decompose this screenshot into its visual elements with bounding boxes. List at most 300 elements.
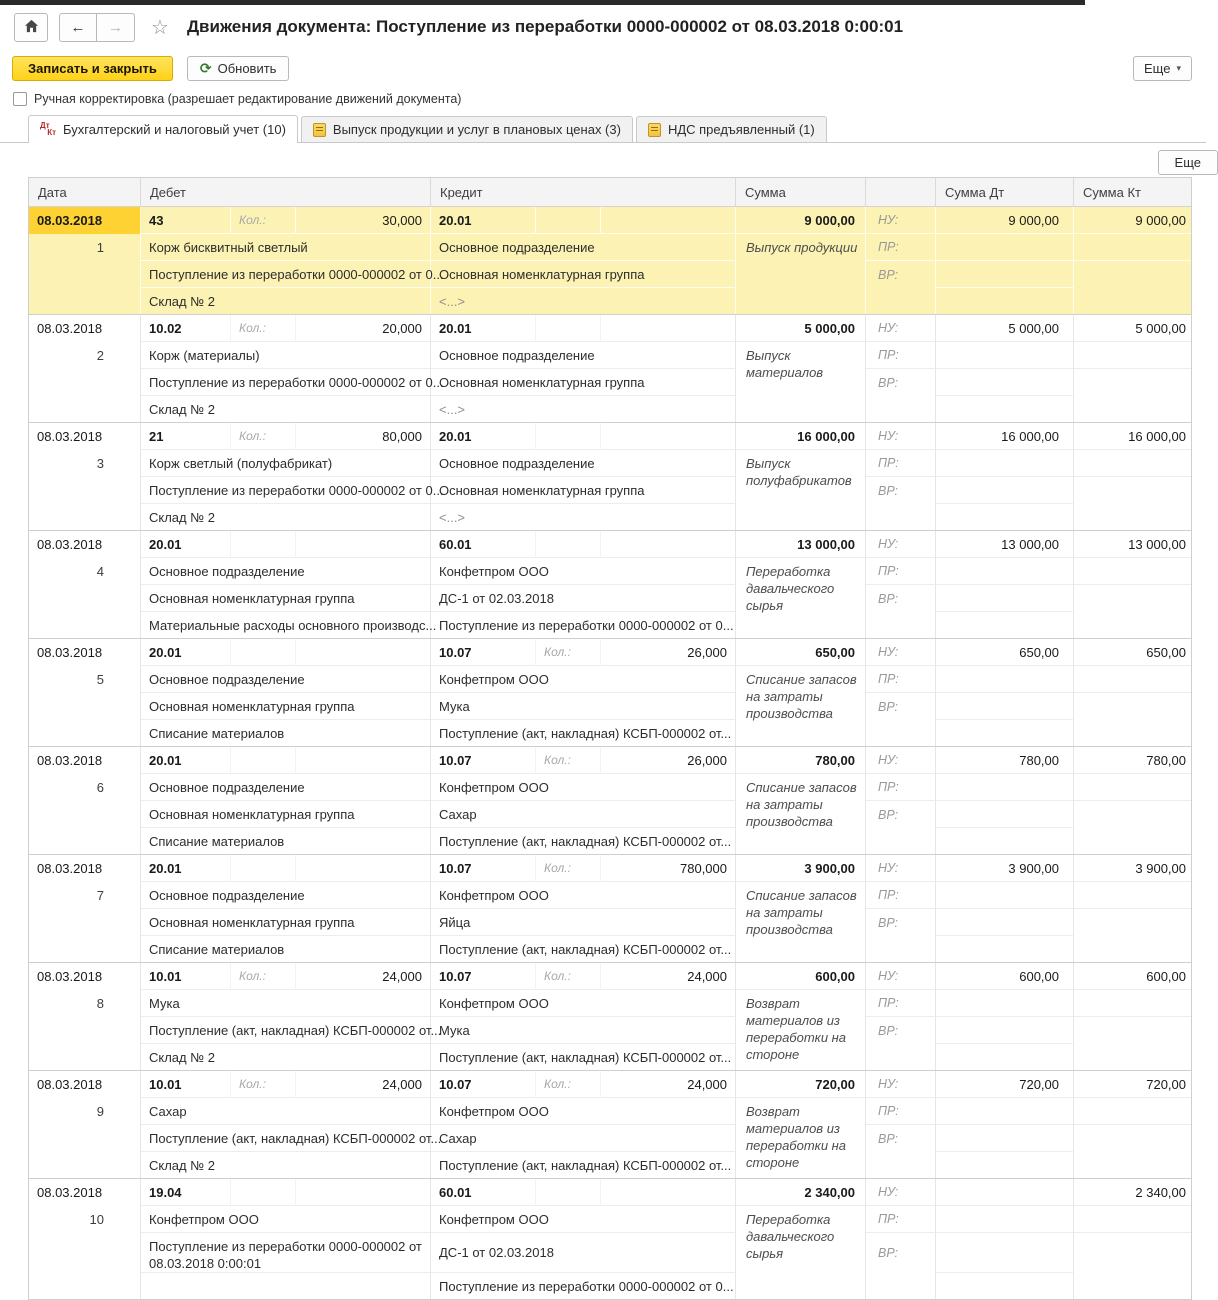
dt-kt-icon: Дт Кт	[40, 121, 56, 137]
sum-dt-value[interactable]: 780,00	[936, 747, 1074, 774]
vr-label[interactable]: ВР:	[866, 477, 936, 504]
forward-button[interactable]	[97, 13, 135, 42]
debit-account[interactable]: 20.01	[141, 747, 231, 774]
vr-label[interactable]: ВР:	[866, 1125, 936, 1152]
home-icon	[24, 19, 39, 36]
debit-qty[interactable]	[296, 639, 431, 666]
nu-label[interactable]: НУ:	[866, 423, 936, 450]
pr-label[interactable]: ПР:	[866, 774, 936, 801]
credit-subconto[interactable]: <...>	[431, 504, 736, 530]
credit-subconto[interactable]: Мука	[431, 693, 736, 720]
empty-cell	[866, 936, 936, 962]
credit-subconto[interactable]: <...>	[431, 396, 736, 422]
table-body	[29, 207, 1191, 1300]
empty-cell	[29, 369, 141, 396]
save-close-button[interactable]: Записать и закрыть	[12, 56, 173, 81]
credit-account[interactable]: 60.01	[431, 1179, 536, 1206]
credit-qty-label[interactable]: Кол.:	[536, 963, 601, 990]
row-number[interactable]: 7	[29, 882, 141, 909]
operation-description: Выпуск материалов	[736, 342, 866, 422]
sum-kt-value[interactable]: 780,00	[1074, 747, 1191, 774]
debit-subconto[interactable]: Основная номенклатурная группа	[141, 801, 431, 828]
row-date[interactable]: 08.03.2018	[29, 963, 141, 990]
debit-qty-label[interactable]	[231, 639, 296, 666]
debit-subconto[interactable]: Списание материалов	[141, 720, 431, 746]
debit-subconto[interactable]: Основное подразделение	[141, 558, 431, 585]
sum-dt-value[interactable]: 720,00	[936, 1071, 1074, 1098]
empty-cell	[29, 1017, 141, 1044]
sum-kt-value[interactable]: 5 000,00	[1074, 315, 1191, 342]
debit-account[interactable]: 21	[141, 423, 231, 450]
tab-label: НДС предъявленный (1)	[667, 122, 815, 137]
table-row[interactable]	[29, 1179, 1191, 1300]
back-button[interactable]	[59, 13, 97, 42]
credit-subconto[interactable]: <...>	[431, 288, 736, 314]
row-date[interactable]: 08.03.2018	[29, 639, 141, 666]
debit-subconto[interactable]: Поступление (акт, накладная) КСБП-000002 от...	[141, 1017, 431, 1044]
document-icon	[313, 123, 326, 137]
credit-subconto[interactable]: Поступление из переработки 0000-000002 от 0...	[431, 1273, 736, 1299]
operation-description: Переработка давальческого сырья	[736, 558, 866, 638]
empty-cell	[1074, 1017, 1191, 1044]
debit-qty[interactable]: 20,000	[296, 315, 431, 342]
empty-cell	[936, 369, 1074, 396]
nu-label[interactable]: НУ:	[866, 639, 936, 666]
debit-subconto[interactable]: Поступление из переработки 0000-000002 от 0...	[141, 369, 431, 396]
row-number[interactable]: 3	[29, 450, 141, 477]
more-label: Еще	[1144, 60, 1171, 76]
sum-value[interactable]: 780,00	[736, 747, 866, 774]
manual-adjustment-checkbox[interactable]	[13, 92, 27, 106]
debit-subconto[interactable]: Склад № 2	[141, 1152, 431, 1178]
debit-account[interactable]: 10.01	[141, 963, 231, 990]
row-date[interactable]: 08.03.2018	[29, 315, 141, 342]
table-more-label: Еще	[1174, 155, 1201, 170]
credit-subconto[interactable]: Основное подразделение	[431, 342, 736, 369]
vr-label[interactable]: ВР:	[866, 801, 936, 828]
debit-subconto[interactable]: Поступление из переработки 0000-000002 от 0...	[141, 261, 431, 288]
row-number[interactable]: 6	[29, 774, 141, 801]
credit-qty[interactable]: 26,000	[601, 747, 736, 774]
credit-qty[interactable]	[601, 1179, 736, 1206]
credit-qty-label[interactable]: Кол.:	[536, 855, 601, 882]
credit-qty-label[interactable]	[536, 207, 601, 234]
credit-account[interactable]: 10.07	[431, 747, 536, 774]
empty-cell	[29, 261, 141, 288]
nu-label[interactable]: НУ:	[866, 747, 936, 774]
vr-label[interactable]: ВР:	[866, 585, 936, 612]
empty-cell	[936, 1125, 1074, 1152]
debit-subconto[interactable]: Поступление из переработки 0000-000002 от 08.03.2018 0:00:01	[141, 1233, 431, 1273]
row-date[interactable]: 08.03.2018	[29, 207, 141, 234]
pr-label[interactable]: ПР:	[866, 990, 936, 1017]
debit-subconto[interactable]: Конфетпром ООО	[141, 1206, 431, 1233]
empty-cell	[936, 558, 1074, 585]
pr-label[interactable]: ПР:	[866, 450, 936, 477]
empty-cell	[29, 396, 141, 422]
col-header-date[interactable]: Дата	[29, 178, 141, 206]
credit-account[interactable]: 20.01	[431, 423, 536, 450]
sum-value[interactable]: 5 000,00	[736, 315, 866, 342]
debit-qty[interactable]: 24,000	[296, 963, 431, 990]
empty-cell	[1074, 342, 1191, 369]
empty-cell	[1074, 1206, 1191, 1233]
sum-kt-value[interactable]: 13 000,00	[1074, 531, 1191, 558]
empty-cell	[1074, 450, 1191, 477]
sum-kt-value[interactable]: 650,00	[1074, 639, 1191, 666]
sum-value[interactable]: 13 000,00	[736, 531, 866, 558]
debit-qty[interactable]: 80,000	[296, 423, 431, 450]
debit-qty-label[interactable]	[231, 855, 296, 882]
debit-qty[interactable]	[296, 531, 431, 558]
pr-label[interactable]: ПР:	[866, 666, 936, 693]
debit-qty-label[interactable]	[231, 747, 296, 774]
credit-subconto[interactable]: Сахар	[431, 801, 736, 828]
vr-label[interactable]: ВР:	[866, 369, 936, 396]
credit-subconto[interactable]: Конфетпром ООО	[431, 1206, 736, 1233]
empty-cell	[1074, 369, 1191, 396]
sum-kt-value[interactable]: 3 900,00	[1074, 855, 1191, 882]
credit-account[interactable]: 10.07	[431, 639, 536, 666]
empty-cell	[936, 585, 1074, 612]
credit-subconto[interactable]: Основная номенклатурная группа	[431, 261, 736, 288]
sum-value[interactable]: 16 000,00	[736, 423, 866, 450]
empty-cell	[866, 1044, 936, 1070]
sum-dt-value[interactable]: 5 000,00	[936, 315, 1074, 342]
debit-subconto[interactable]: Склад № 2	[141, 1044, 431, 1070]
row-date[interactable]: 08.03.2018	[29, 531, 141, 558]
credit-account[interactable]: 10.07	[431, 963, 536, 990]
sum-value[interactable]: 720,00	[736, 1071, 866, 1098]
empty-cell	[29, 936, 141, 962]
empty-cell	[936, 666, 1074, 693]
row-date[interactable]: 08.03.2018	[29, 423, 141, 450]
sum-kt-value[interactable]: 16 000,00	[1074, 423, 1191, 450]
col-header-debit[interactable]: Дебет	[141, 178, 431, 206]
tab-bar	[0, 114, 1206, 143]
table-row[interactable]	[29, 747, 1191, 855]
vr-label[interactable]: ВР:	[866, 1017, 936, 1044]
debit-subconto[interactable]: Списание материалов	[141, 828, 431, 854]
debit-qty-label[interactable]: Кол.:	[231, 963, 296, 990]
row-date[interactable]: 08.03.2018	[29, 855, 141, 882]
debit-subconto[interactable]: Основное подразделение	[141, 666, 431, 693]
manual-adjustment-row	[0, 91, 1206, 107]
debit-subconto[interactable]: Корж светлый (полуфабрикат)	[141, 450, 431, 477]
col-header-sum[interactable]: Сумма	[736, 178, 866, 206]
debit-qty-label[interactable]: Кол.:	[231, 315, 296, 342]
empty-cell	[29, 801, 141, 828]
empty-cell	[866, 612, 936, 638]
empty-cell	[29, 909, 141, 936]
sum-kt-value[interactable]: 9 000,00	[1074, 207, 1191, 234]
credit-qty-label[interactable]	[536, 1179, 601, 1206]
debit-subconto[interactable]: Основная номенклатурная группа	[141, 909, 431, 936]
empty-cell	[29, 828, 141, 854]
credit-subconto[interactable]: Поступление (акт, накладная) КСБП-000002 от...	[431, 1152, 736, 1178]
empty-cell	[29, 1273, 141, 1299]
vr-label[interactable]: ВР:	[866, 261, 936, 288]
table-row[interactable]	[29, 963, 1191, 1071]
empty-cell	[936, 1273, 1074, 1299]
table-row[interactable]	[29, 207, 1191, 315]
debit-qty-label[interactable]	[231, 531, 296, 558]
credit-qty-label[interactable]	[536, 315, 601, 342]
tab-3[interactable]	[636, 116, 827, 142]
empty-cell	[866, 504, 936, 530]
pr-label[interactable]: ПР:	[866, 1098, 936, 1125]
nu-label[interactable]: НУ:	[866, 1179, 936, 1206]
table-toolbar	[0, 143, 1206, 177]
sum-kt-value[interactable]: 600,00	[1074, 963, 1191, 990]
sum-dt-value[interactable]: 9 000,00	[936, 207, 1074, 234]
credit-qty-label[interactable]	[536, 531, 601, 558]
credit-subconto[interactable]: Поступление (акт, накладная) КСБП-000002 от...	[431, 936, 736, 962]
debit-qty[interactable]	[296, 855, 431, 882]
table-row[interactable]	[29, 315, 1191, 423]
empty-cell	[29, 1233, 141, 1273]
debit-account[interactable]: 43	[141, 207, 231, 234]
debit-subconto[interactable]: Мука	[141, 990, 431, 1017]
sum-value[interactable]: 9 000,00	[736, 207, 866, 234]
debit-qty[interactable]: 24,000	[296, 1071, 431, 1098]
debit-account[interactable]: 20.01	[141, 639, 231, 666]
empty-cell	[936, 693, 1074, 720]
debit-subconto[interactable]: Сахар	[141, 1098, 431, 1125]
debit-subconto[interactable]: Поступление из переработки 0000-000002 от 0...	[141, 477, 431, 504]
credit-subconto[interactable]: Основное подразделение	[431, 234, 736, 261]
tab-1[interactable]	[28, 115, 298, 143]
row-number[interactable]: 5	[29, 666, 141, 693]
credit-account[interactable]: 60.01	[431, 531, 536, 558]
history-nav-group	[59, 13, 135, 42]
row-number[interactable]: 1	[29, 234, 141, 261]
debit-subconto[interactable]: Склад № 2	[141, 504, 431, 530]
nu-label[interactable]: НУ:	[866, 207, 936, 234]
credit-account[interactable]: 20.01	[431, 207, 536, 234]
col-header-sum-kt[interactable]: Сумма Кт	[1083, 184, 1141, 200]
row-number[interactable]: 2	[29, 342, 141, 369]
sum-dt-value[interactable]: 3 900,00	[936, 855, 1074, 882]
credit-subconto[interactable]: Яйца	[431, 909, 736, 936]
credit-qty[interactable]: 24,000	[601, 1071, 736, 1098]
credit-subconto[interactable]: Конфетпром ООО	[431, 666, 736, 693]
empty-cell	[1074, 666, 1191, 693]
debit-account[interactable]: 10.01	[141, 1071, 231, 1098]
credit-subconto[interactable]: Конфетпром ООО	[431, 990, 736, 1017]
credit-qty-label[interactable]: Кол.:	[536, 747, 601, 774]
credit-subconto[interactable]: ДС-1 от 02.03.2018	[431, 1233, 736, 1273]
sum-dt-value[interactable]: 16 000,00	[936, 423, 1074, 450]
command-bar	[0, 55, 1206, 81]
table-row[interactable]	[29, 423, 1191, 531]
empty-cell	[29, 1152, 141, 1178]
empty-cell	[936, 1206, 1074, 1233]
more-button[interactable]	[1133, 56, 1192, 81]
debit-subconto[interactable]: Поступление (акт, накладная) КСБП-000002 от...	[141, 1125, 431, 1152]
debit-account[interactable]: 10.02	[141, 315, 231, 342]
tab-label: Бухгалтерский и налоговый учет (10)	[63, 122, 286, 137]
sum-dt-value[interactable]: 600,00	[936, 963, 1074, 990]
operation-description: Списание запасов на затраты производства	[736, 882, 866, 962]
col-header-credit[interactable]: Кредит	[431, 178, 736, 206]
refresh-label: Обновить	[217, 60, 277, 76]
credit-account[interactable]: 20.01	[431, 315, 536, 342]
credit-qty[interactable]	[601, 315, 736, 342]
pr-label[interactable]: ПР:	[866, 882, 936, 909]
credit-subconto[interactable]: Конфетпром ООО	[431, 882, 736, 909]
credit-qty-label[interactable]: Кол.:	[536, 1071, 601, 1098]
credit-account[interactable]: 10.07	[431, 855, 536, 882]
debit-account[interactable]: 20.01	[141, 855, 231, 882]
sum-kt-value[interactable]: 2 340,00	[1074, 1179, 1191, 1206]
nu-label[interactable]: НУ:	[866, 531, 936, 558]
favorite-star-icon[interactable]: ☆	[151, 16, 169, 39]
credit-qty[interactable]: 26,000	[601, 639, 736, 666]
back-arrow-icon: ←	[70, 18, 86, 36]
debit-qty-label[interactable]: Кол.:	[231, 207, 296, 234]
empty-cell	[866, 1152, 936, 1178]
debit-subconto[interactable]: Основная номенклатурная группа	[141, 693, 431, 720]
credit-subconto[interactable]: Конфетпром ООО	[431, 558, 736, 585]
nu-label[interactable]: НУ:	[866, 1071, 936, 1098]
debit-subconto[interactable]: Материальные расходы основного производс...	[141, 612, 431, 638]
credit-subconto[interactable]: Основная номенклатурная группа	[431, 369, 736, 396]
vr-label[interactable]: ВР:	[866, 693, 936, 720]
operation-description: Выпуск продукции	[736, 234, 866, 314]
credit-qty[interactable]	[601, 531, 736, 558]
col-header-sum-dt[interactable]: Сумма Дт	[936, 178, 1074, 206]
credit-subconto[interactable]: Основное подразделение	[431, 450, 736, 477]
credit-subconto[interactable]: Мука	[431, 1017, 736, 1044]
debit-qty-label[interactable]: Кол.:	[231, 1071, 296, 1098]
credit-account[interactable]: 10.07	[431, 1071, 536, 1098]
empty-cell	[936, 261, 1074, 288]
credit-qty-label[interactable]	[536, 423, 601, 450]
vr-label[interactable]: ВР:	[866, 1233, 936, 1273]
pr-label[interactable]: ПР:	[866, 342, 936, 369]
manual-adjustment-label: Ручная корректировка (разрешает редактирование движений документа)	[34, 92, 462, 106]
debit-subconto[interactable]: Склад № 2	[141, 396, 431, 422]
debit-qty[interactable]	[296, 1179, 431, 1206]
operation-description: Выпуск полуфабрикатов	[736, 450, 866, 530]
credit-subconto[interactable]: Поступление (акт, накладная) КСБП-000002 от...	[431, 828, 736, 854]
credit-subconto[interactable]: Основная номенклатурная группа	[431, 477, 736, 504]
sum-dt-value[interactable]: 650,00	[936, 639, 1074, 666]
credit-qty[interactable]: 780,000	[601, 855, 736, 882]
row-date[interactable]: 08.03.2018	[29, 747, 141, 774]
debit-qty-label[interactable]: Кол.:	[231, 423, 296, 450]
debit-qty-label[interactable]	[231, 1179, 296, 1206]
pr-label[interactable]: ПР:	[866, 558, 936, 585]
home-button[interactable]	[14, 13, 48, 42]
credit-subconto[interactable]: Поступление (акт, накладная) КСБП-000002 от...	[431, 720, 736, 746]
movements-table	[28, 177, 1192, 1300]
row-date[interactable]: 08.03.2018	[29, 1071, 141, 1098]
row-number[interactable]: 9	[29, 1098, 141, 1125]
sum-kt-value[interactable]: 720,00	[1074, 1071, 1191, 1098]
credit-subconto[interactable]: Конфетпром ООО	[431, 1098, 736, 1125]
empty-cell	[1074, 1098, 1191, 1125]
credit-qty-label[interactable]: Кол.:	[536, 639, 601, 666]
empty-cell	[866, 828, 936, 854]
document-icon	[648, 123, 661, 137]
debit-subconto[interactable]: Основное подразделение	[141, 774, 431, 801]
nu-label[interactable]: НУ:	[866, 315, 936, 342]
credit-subconto[interactable]: Поступление из переработки 0000-000002 от 0...	[431, 612, 736, 638]
table-row[interactable]	[29, 639, 1191, 747]
tab-2[interactable]	[301, 116, 633, 142]
vr-label[interactable]: ВР:	[866, 909, 936, 936]
sum-value[interactable]: 600,00	[736, 963, 866, 990]
empty-cell	[1074, 234, 1191, 261]
debit-account[interactable]: 20.01	[141, 531, 231, 558]
debit-qty[interactable]	[296, 747, 431, 774]
debit-subconto[interactable]: Основное подразделение	[141, 882, 431, 909]
pr-label[interactable]: ПР:	[866, 1206, 936, 1233]
operation-description: Переработка давальческого сырья	[736, 1206, 866, 1299]
debit-subconto[interactable]: Корж (материалы)	[141, 342, 431, 369]
credit-subconto[interactable]: Конфетпром ООО	[431, 774, 736, 801]
credit-qty[interactable]	[601, 423, 736, 450]
nu-label[interactable]: НУ:	[866, 855, 936, 882]
debit-subconto[interactable]: Основная номенклатурная группа	[141, 585, 431, 612]
table-row[interactable]	[29, 855, 1191, 963]
table-row[interactable]	[29, 1071, 1191, 1179]
debit-subconto[interactable]	[141, 1273, 431, 1299]
debit-subconto[interactable]: Списание материалов	[141, 936, 431, 962]
empty-cell	[1074, 261, 1191, 288]
row-number[interactable]: 4	[29, 558, 141, 585]
table-more-button[interactable]	[1158, 150, 1218, 175]
debit-subconto[interactable]: Корж бисквитный светлый	[141, 234, 431, 261]
empty-cell	[1074, 882, 1191, 909]
debit-account[interactable]: 19.04	[141, 1179, 231, 1206]
credit-subconto[interactable]: Сахар	[431, 1125, 736, 1152]
credit-subconto[interactable]: Поступление (акт, накладная) КСБП-000002 от...	[431, 1044, 736, 1070]
sum-dt-value[interactable]	[936, 1179, 1074, 1206]
empty-cell	[936, 801, 1074, 828]
debit-subconto[interactable]: Склад № 2	[141, 288, 431, 314]
sum-value[interactable]: 3 900,00	[736, 855, 866, 882]
refresh-button[interactable]	[187, 56, 290, 81]
row-number[interactable]: 10	[29, 1206, 141, 1233]
empty-cell	[936, 342, 1074, 369]
debit-qty[interactable]: 30,000	[296, 207, 431, 234]
credit-qty[interactable]	[601, 207, 736, 234]
table-row[interactable]	[29, 531, 1191, 639]
sum-value[interactable]: 2 340,00	[736, 1179, 866, 1206]
empty-cell	[29, 1044, 141, 1070]
empty-cell	[1074, 693, 1191, 720]
empty-cell	[866, 396, 936, 422]
empty-cell	[936, 396, 1074, 422]
empty-cell	[936, 720, 1074, 746]
navigation-bar	[0, 5, 1206, 43]
empty-cell	[1074, 558, 1191, 585]
empty-cell	[936, 1044, 1074, 1070]
credit-qty[interactable]: 24,000	[601, 963, 736, 990]
tab-label: Выпуск продукции и услуг в плановых ценах (3)	[332, 122, 621, 137]
row-date[interactable]: 08.03.2018	[29, 1179, 141, 1206]
pr-label[interactable]: ПР:	[866, 234, 936, 261]
empty-cell	[1074, 990, 1191, 1017]
row-number[interactable]: 8	[29, 990, 141, 1017]
sum-value[interactable]: 650,00	[736, 639, 866, 666]
sum-dt-value[interactable]: 13 000,00	[936, 531, 1074, 558]
nu-label[interactable]: НУ:	[866, 963, 936, 990]
credit-subconto[interactable]: ДС-1 от 02.03.2018	[431, 585, 736, 612]
